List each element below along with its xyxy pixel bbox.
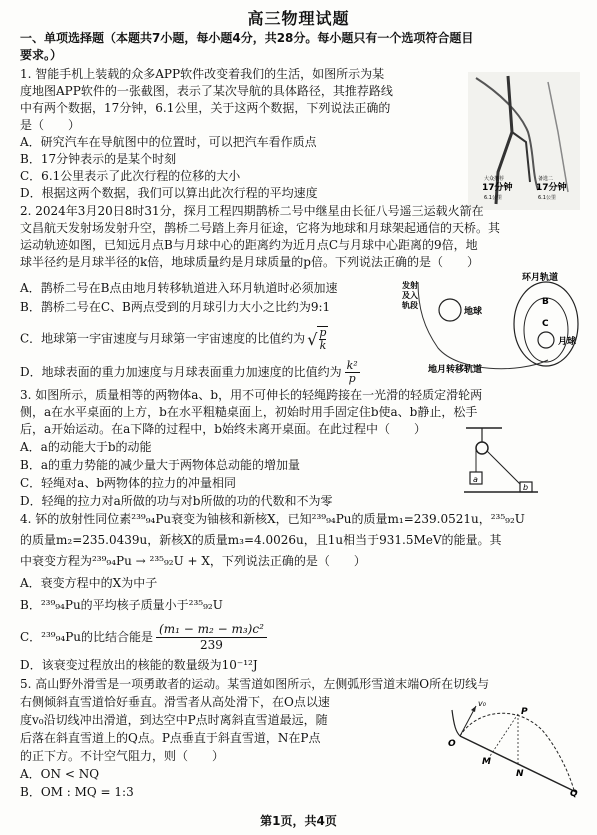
q3-option-d: D．轻绳的拉力对a所做的功与对b所做的功的代数和不为零	[20, 494, 333, 508]
q5-line: 的正下方。不计空气阻力，则（ ）	[20, 749, 225, 763]
map-time: 17分钟	[482, 183, 513, 193]
q5-option-a: A．ON < NQ	[20, 767, 100, 781]
q2-orbit-figure	[398, 268, 584, 380]
q4-line: 4. 钚的放射性同位素²³⁹₉₄Pu衰变为铀核和新核X，已知²³⁹₉₄Pu的质量m₁=239.0521u，²³⁵₉₂U	[20, 512, 525, 526]
q2-option-b: B．鹊桥二号在C、B两点受到的月球引力大小之比约为9:1	[20, 300, 331, 314]
q4-option-a: A．衰变方程中的X为中子	[20, 576, 158, 590]
q2-line: 运动轨迹如图，已知远月点B与月球中心的距离约为近月点C与月球中心距离的9倍，地	[20, 238, 478, 252]
q3-option-b: B．a的重力势能的减少量大于两物体总动能的增加量	[20, 458, 300, 472]
q1-option-d: D．根据这两个数据，我们可以算出此次行程的平均速度	[20, 186, 318, 200]
q3-line: 后，a开始运动。在a下降的过程中，b始终未离开桌面。在此过程中（ ）	[20, 422, 426, 436]
q1-line: 1. 智能手机上装载的众多APP软件改变着我们的生活，如图所示为某	[20, 67, 385, 81]
earth-circle	[439, 299, 461, 321]
q4-option-c: C．²³⁹₉₄Pu的比结合能是 $\frac{\text{(m₁ − m₂ − m₃)c²}}{239}$	[20, 622, 267, 653]
q1-option-b: B．17分钟表示的是某个时刻	[20, 152, 177, 166]
q5-line: 右侧倾斜直雪道恰好垂直。滑雪者从高处滑下，在O点以速	[20, 695, 330, 709]
q1-option-a: A．研究汽车在导航图中的位置时，可以把汽车看作质点	[20, 135, 317, 149]
map-dist: 6.1公里	[484, 195, 502, 201]
map-time: 17分钟	[536, 183, 567, 193]
q2-option-d: D．地球表面的重力加速度与月球表面重力加速度的比值约为 $\frac{\text{k²}}{p}$	[20, 359, 358, 385]
q4-line: 的质量m₂=235.0439u，新核X的质量m₃=4.0026u，且1u相当于931.5MeV的能量。其	[20, 533, 502, 547]
q1-map-figure	[468, 72, 580, 210]
q3-line: 3. 如图所示，质量相等的两物体a、b，用不可伸长的轻绳跨接在一光滑的轻质定滑轮两	[20, 388, 483, 402]
rope-b	[487, 451, 524, 488]
label-p: P	[521, 707, 528, 717]
section-heading: 一、单项选择题（本题共7小题，每小题4分，共28分。每小题只有一个选项符合题目	[20, 31, 474, 45]
label-b: b	[523, 483, 529, 492]
map-label: 大众推荐	[484, 176, 505, 182]
q4-option-d: D．该衰变过程放出的核能的数量级为10⁻¹²J	[20, 658, 258, 672]
launch-label-b: 及入	[402, 291, 418, 300]
q1-line: 是（ ）	[20, 118, 81, 132]
q5-line: 5. 高山野外滑雪是一项勇敢者的运动。某雪道如图所示，左侧弧形雪道末端O所在切线与	[20, 677, 490, 691]
label-a: a	[473, 475, 478, 484]
q5-line: 度v₀沿切线冲出滑道，到达空中P点时离斜直雪道最远，随	[20, 713, 328, 727]
point-c-label: C	[542, 319, 549, 329]
moon-label: 月球	[558, 337, 577, 347]
moon-circle	[538, 332, 554, 348]
q2-line: 2. 2024年3月20日8时31分，探月工程四期鹊桥二号中继星由长征八号遥三运载火箭在	[20, 204, 484, 218]
q5-line: 后落在斜直雪道上的Q点。P点垂直于斜直雪道，N在P点	[20, 731, 321, 745]
label-m: M	[482, 757, 491, 767]
launch-label-a: 发射	[402, 281, 418, 290]
page-title: 高三物理试题	[247, 9, 350, 28]
q2-option-a: A．鹊桥二号在B点由地月转移轨道进入环月轨道时必须加速	[20, 281, 338, 295]
label-v0: v₀	[478, 699, 486, 708]
q3-pulley-figure	[462, 424, 540, 500]
q2-option-c: C．地球第一宇宙速度与月球第一宇宙速度的比值约为 √ $\frac{p}{k}$	[20, 326, 327, 352]
q5-ski-figure	[446, 696, 586, 798]
page-footer: 第1页，共4页	[260, 814, 337, 828]
map-dist: 6.1公里	[538, 195, 556, 201]
label-o: O	[448, 739, 456, 749]
q2-line: 球半径约是月球半径的k倍，地球质量约是月球质量的p倍。下列说法正确的是（ ）	[20, 255, 479, 269]
q4-option-b: B．²³⁹₉₄Pu的平均核子质量小于²³⁵₉₂U	[20, 598, 223, 612]
section-heading-cont: 要求。）	[20, 48, 63, 62]
arrow-head-icon	[471, 706, 476, 712]
pulley-wheel	[476, 442, 488, 454]
q1-line: 度地图APP软件的一张截图，表示了某次导航的具体路径，其推荐路线	[20, 84, 393, 98]
transfer-orbit-ellipse	[524, 298, 568, 362]
launch-trajectory	[418, 282, 548, 369]
curved-slope	[452, 710, 460, 736]
q1-line: 中有两个数据，17分钟，6.1公里，关于这两个数据，下列说法正确的	[20, 101, 391, 115]
earth-label: 地球	[464, 307, 483, 317]
q3-option-c: C．轻绳对a、b两物体的拉力的冲量相同	[20, 476, 237, 490]
label-q: Q	[570, 789, 578, 798]
label-n: N	[516, 769, 524, 779]
launch-label-c: 轨段	[402, 301, 418, 310]
q3-option-a: A．a的动能大于b的动能	[20, 440, 152, 454]
map-label: 备选二	[538, 176, 554, 182]
ring-orbit-label: 环月轨道	[522, 273, 559, 283]
point-b-label: B	[542, 297, 549, 307]
q2-line: 文昌航天发射场发射升空，鹊桥二号踏上奔月征途，它将为地球和月球架起通信的天桥。其	[20, 221, 501, 235]
q1-option-c: C．6.1公里表示了此次行程的位移的大小	[20, 169, 241, 183]
q5-option-b: B．OM : MQ = 1:3	[20, 785, 134, 799]
perpendicular-line	[490, 714, 518, 756]
q3-line: 侧，a在水平桌面的上方，b在水平粗糙桌面上，初始时用手固定住b使a、b静止，松手	[20, 405, 478, 419]
transfer-orbit-label: 地月转移轨道	[428, 365, 483, 375]
q4-line: 中衰变方程为²³⁹₉₄Pu → ²³⁵₉₂U + X，下列说法正确的是（ ）	[20, 554, 366, 568]
